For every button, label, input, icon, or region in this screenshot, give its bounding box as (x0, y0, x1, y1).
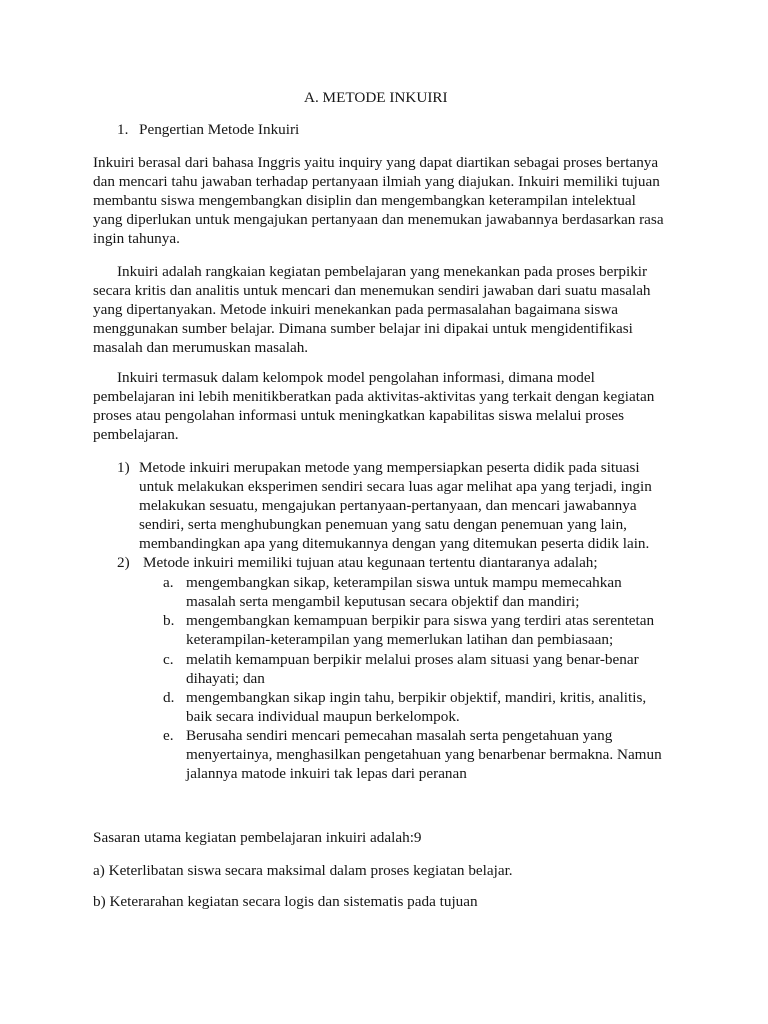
sublist-item-line: mengembangkan sikap, keterampilan siswa untuk mampu memecahkan (186, 574, 622, 591)
sublist-item-line: dihayati; dan (186, 670, 265, 687)
list-item-line: melakukan sesuatu, mengajukan pertanyaan-pertanyaan, dan mencari jawabannya (139, 497, 637, 514)
sasaran-heading: Sasaran utama kegiatan pembelajaran inkuiri adalah:9 (93, 829, 422, 846)
sublist-item-line: mengembangkan kemampuan berpikir para siswa yang terdiri atas serentetan (186, 612, 655, 629)
list-item-line: sendiri, serta menghubungkan penemuan yang satu dengan penemuan yang lain, (139, 516, 627, 533)
sublist-marker: b. (163, 612, 175, 629)
sublist-item-line: melatih kemampuan berpikir melalui proses alam situasi yang benar-benar (186, 651, 639, 668)
paragraph-line: yang diperlukan untuk mengajukan pertanyaan dan menemukan jawabannya berdasarkan rasa (93, 211, 664, 228)
list-item-line: untuk melakukan eksperimen sendiri secara luas agar melihat apa yang terjadi, ingin (139, 478, 652, 495)
sublist-item-line: masalah serta mengambil keputusan secara objektif dan mandiri; (186, 593, 580, 610)
document-title: A. METODE INKUIRI (304, 89, 448, 106)
paragraph-line: secara kritis dan analitis untuk mencari dan menemukan sendiri jawaban dari suatu masalah (93, 282, 651, 299)
paragraph-line: dan mencari tahu jawaban terhadap pertanyaan ilmiah yang diajukan. Inkuiri memiliki tujuan (93, 173, 660, 190)
paragraph-line: membantu siswa mengembangkan disiplin dan mengembangkan keterampilan intelektual (93, 192, 636, 209)
sublist-item-line: mengembangkan sikap ingin tahu, berpikir objektif, mandiri, kritis, analitis, (186, 689, 647, 706)
paragraph-line: pembelajaran ini lebih menitikberatkan pada aktivitas-aktivitas yang terkait dengan kegiatan (93, 388, 655, 405)
sublist-marker: c. (163, 651, 174, 668)
list-marker: 2) (117, 554, 130, 571)
list-marker: 1) (117, 459, 130, 476)
paragraph-line: Inkuiri berasal dari bahasa Inggris yaitu inquiry yang dapat diartikan sebagai proses bertanya (93, 154, 659, 171)
list-item-line: Metode inkuiri memiliki tujuan atau kegunaan tertentu diantaranya adalah; (143, 554, 598, 571)
sublist-marker: a. (163, 574, 174, 591)
paragraph-line: masalah dan merumuskan masalah. (93, 339, 309, 356)
paragraph-line: yang dipertanyakan. Metode inkuiri menekankan pada permasalahan bagaimana siswa (93, 301, 619, 318)
sublist-item-line: jalannya matode inkuiri tak lepas dari peranan (186, 765, 467, 782)
paragraph-line: proses atau pengolahan informasi untuk meningkatkan kapabilitas siswa melalui proses (93, 407, 625, 424)
paragraph-line: pembelajaran. (93, 426, 179, 443)
paragraph-line: Inkuiri termasuk dalam kelompok model pengolahan informasi, dimana model (117, 369, 595, 386)
paragraph-line: Inkuiri adalah rangkaian kegiatan pembelajaran yang menekankan pada proses berpikir (117, 263, 648, 280)
paragraph-line: menggunakan sumber belajar. Dimana sumber belajar ini dipakai untuk mengidentifikasi (93, 320, 633, 337)
list-item-line: Metode inkuiri merupakan metode yang mempersiapkan peserta didik pada situasi (139, 459, 640, 476)
section-heading: Pengertian Metode Inkuiri (139, 121, 300, 138)
sublist-marker: e. (163, 727, 174, 744)
sublist-marker: d. (163, 689, 175, 706)
sasaran-item-b: b) Keterarahan kegiatan secara logis dan sistematis pada tujuan (93, 893, 478, 910)
sublist-item-line: keterampilan-keterampilan yang memerlukan latihan dan pembiasaan; (186, 631, 614, 648)
paragraph-line: ingin tahunya. (93, 230, 180, 247)
sasaran-item-a: a) Keterlibatan siswa secara maksimal dalam proses kegiatan belajar. (93, 862, 513, 879)
document-page (93, 0, 678, 1024)
list-item-line: membandingkan apa yang ditemukannya dengan yang ditemukan peserta didik lain. (139, 535, 650, 552)
section-number: 1. (117, 121, 129, 138)
sublist-item-line: baik secara individual maupun berkelompok. (186, 708, 460, 725)
sublist-item-line: menyertainya, menghasilkan pengetahuan yang benarbenar bermakna. Namun (186, 746, 662, 763)
sublist-item-line: Berusaha sendiri mencari pemecahan masalah serta pengetahuan yang (186, 727, 613, 744)
